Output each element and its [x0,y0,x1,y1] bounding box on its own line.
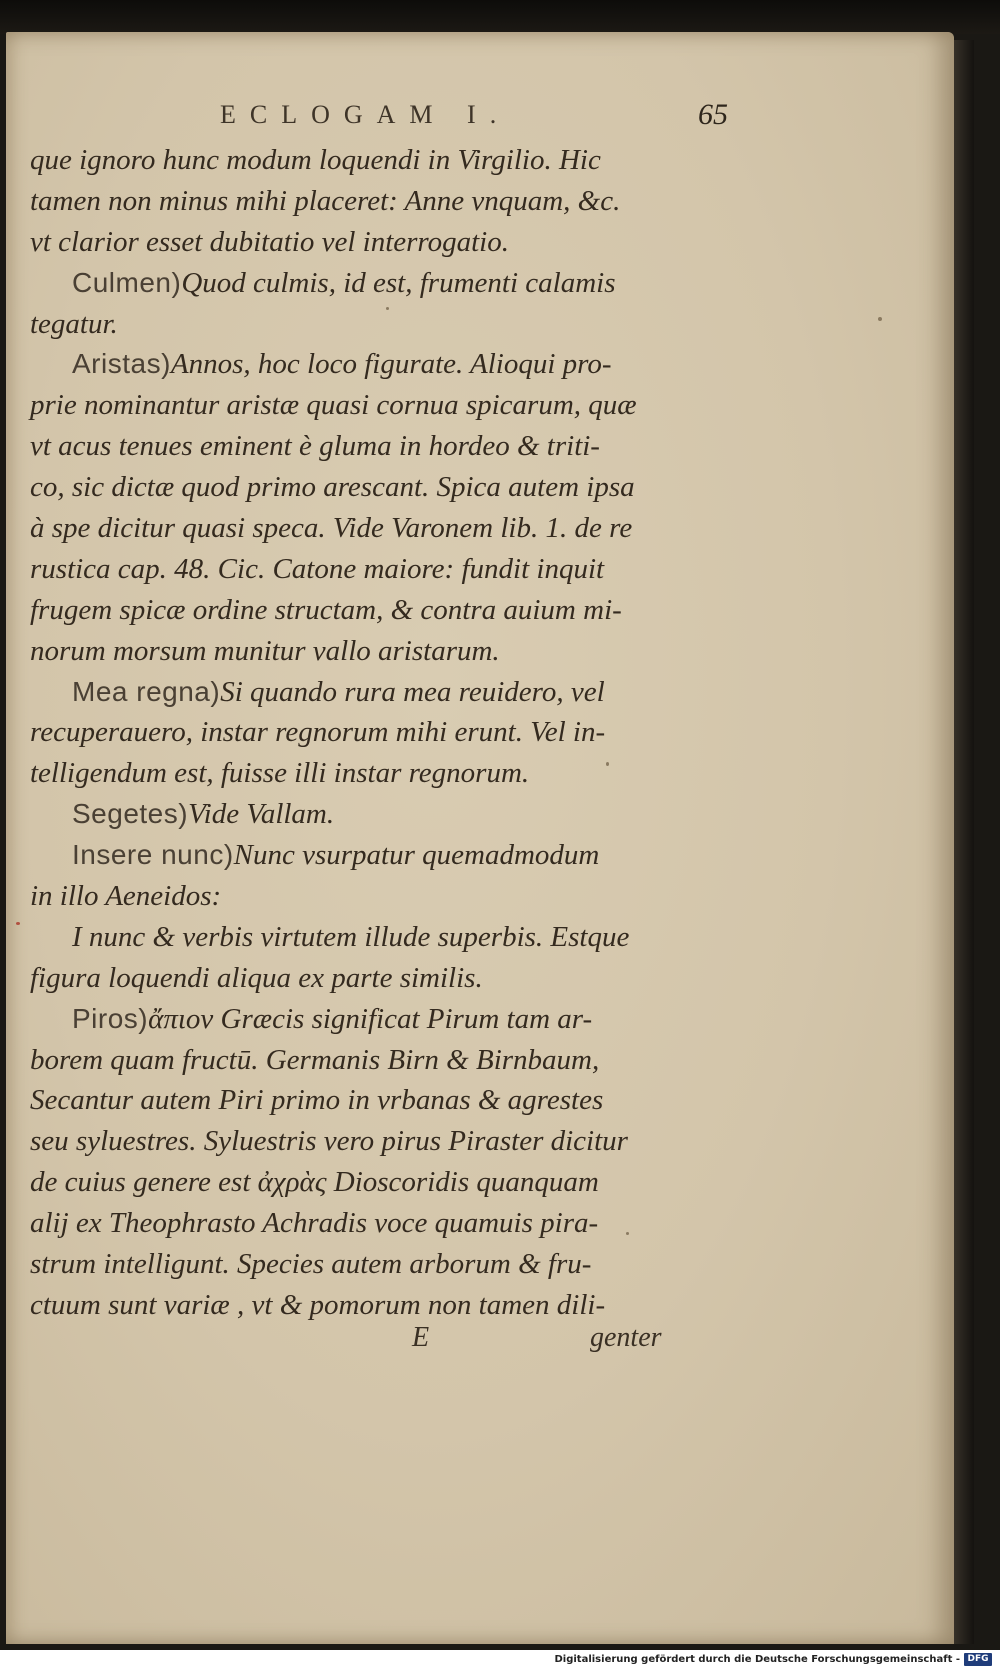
line-text: Nunc vsurpatur quemadmodum [233,839,600,872]
line-text: figura loquendi aliqua ex parte similis. [30,961,483,994]
line-text: telligendum est, fuisse illi instar regnorum. [30,757,530,790]
commentary-text [30,140,740,1326]
line-text: tamen non minus mihi placeret: Anne vnquam, &c. [30,184,621,217]
page-edge-shadow [952,40,974,1644]
digitization-credit: Digitalisierung gefördert durch die Deutsche Forschungsgemeinschaft - [554,1654,960,1665]
line-text: que ignoro hunc modum loquendi in Virgilio. Hic [30,144,601,176]
text-line [30,753,740,794]
paper-speck [16,922,20,925]
line-text: I nunc & verbis virtutem illude superbis. Estque [72,920,630,953]
text-line [30,1203,740,1244]
text-line [30,1040,740,1081]
text-line [30,385,740,426]
lemma-heading: Segetes) [72,798,189,830]
text-line [30,222,740,263]
line-text: rustica cap. 48. Cic. Catone maiore: fundit inquit [30,552,605,585]
line-text: strum intelligunt. Species autem arborum & fru- [30,1248,592,1281]
line-text: Annos, hoc loco figurate. Alioqui pro- [170,348,612,381]
text-line [30,508,740,549]
text-line [30,263,740,304]
line-text: Si quando rura mea reuidero, vel [220,675,605,708]
text-line [30,794,740,835]
text-line [30,631,740,672]
text-line [30,999,740,1040]
text-line [30,467,740,508]
line-text: Secantur autem Piri primo in vrbanas & agrestes [30,1084,604,1117]
text-line [30,1121,740,1162]
text-line [30,917,740,958]
line-text: vt acus tenues eminent è gluma in hordeo & triti- [30,430,600,463]
line-text: in illo Aeneidos: [30,880,222,913]
line-text: Vide Vallam. [188,798,335,831]
text-line [30,1244,740,1285]
text-line [30,1285,740,1326]
text-line [30,672,740,713]
line-text: borem quam fructū. Germanis Birn & Birnbaum, [30,1043,600,1076]
text-line [30,590,740,631]
line-text: Quod culmis, id est, frumenti calamis [181,266,616,299]
line-text: alij ex Theophrasto Achradis voce quamuis pira- [30,1207,599,1240]
text-line [30,344,740,385]
lemma-heading: Piros) [72,1002,149,1034]
text-line [30,1080,740,1121]
page-number: 65 [698,98,728,131]
running-head [100,98,900,134]
line-text: ctuum sunt variæ , vt & pomorum non tamen dili- [30,1288,606,1321]
line-text: tegatur. [30,307,118,340]
text-line [30,304,740,345]
line-text: ἄπιον Græcis significat Pirum tam ar- [148,1002,593,1035]
line-text: prie nominantur aristæ quasi cornua spicarum, quæ [30,389,637,422]
running-title: ECLOGAM I. [220,100,511,129]
line-text: co, sic dictæ quod primo arescant. Spica autem ipsa [30,471,635,504]
line-text: recuperauero, instar regnorum mihi erunt. Vel in- [30,716,606,749]
lemma-heading: Mea regna) [72,675,221,707]
line-text: norum morsum munitur vallo aristarum. [30,634,500,667]
text-line [30,549,740,590]
text-line [30,140,740,181]
text-line [30,876,740,917]
scan-border-top [0,0,1000,34]
paper-speck [878,317,882,321]
signature-mark: E [412,1322,430,1353]
text-line [30,835,740,876]
lemma-heading: Insere nunc) [72,839,234,871]
lemma-heading: Culmen) [72,266,182,298]
text-line [30,712,740,753]
line-text: à spe dicitur quasi speca. Vide Varonem lib. 1. de re [30,512,633,545]
text-line [30,958,740,999]
line-text: de cuius genere est ἀχρὰς Dioscoridis quanquam [30,1166,599,1199]
text-line [30,181,740,222]
text-line [30,1162,740,1203]
line-text: frugem spicæ ordine structam, & contra auium mi- [30,593,622,626]
catchword: genter [590,1322,662,1353]
lemma-heading: Aristas) [72,348,171,380]
line-text: seu syluestres. Syluestris vero pirus Piraster dicitur [30,1125,628,1158]
dfg-logo: DFG [964,1653,992,1666]
text-line [30,426,740,467]
line-text: vt clarior esset dubitatio vel interrogatio. [30,225,509,258]
